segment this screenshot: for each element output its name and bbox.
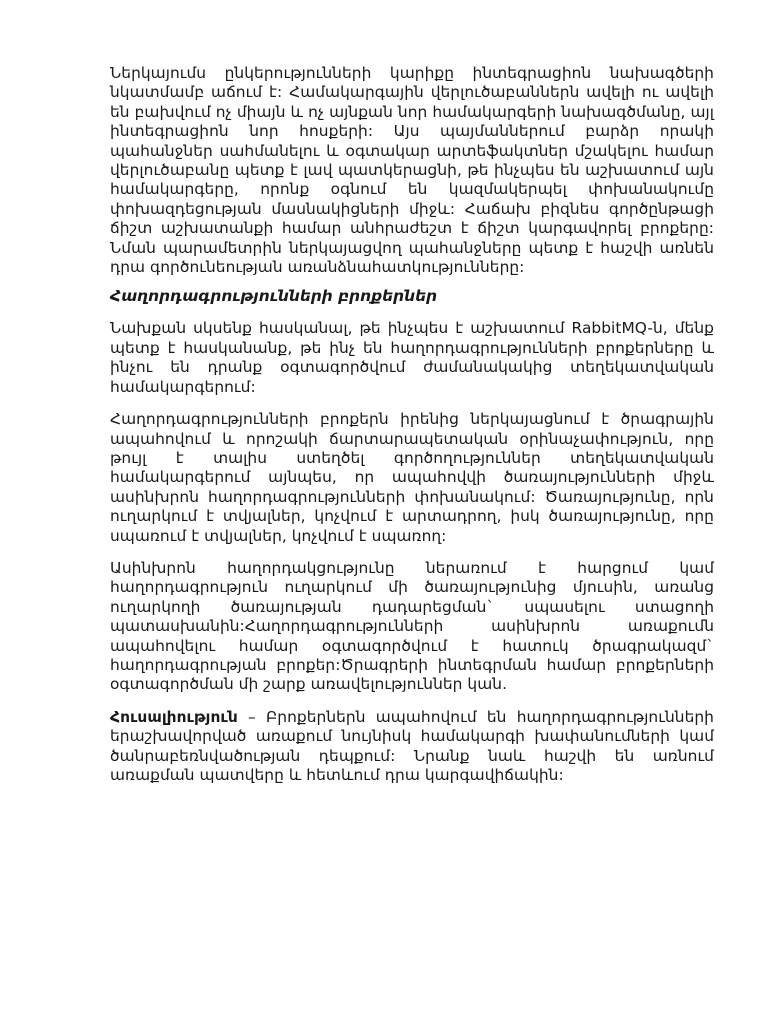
paragraph-reliability-text: – Բրոքերներն ապահովում են հաղորդագրությունների երաշխավորված առաքում նույնիսկ համակարգի խափանումների կամ ծանրաբեռնվածության դեպքում: Նրանք նաև հաշվի են առնում առաքման պատվերը և հետևում դրա կարգավիճակին: — [110, 707, 714, 784]
paragraph-async-communication: Ասինխրոն հաղորդակցությունը ներառում է հարցում կամ հաղորդագրություն ուղարկում մի ծառայությունից մյուսին, առանց ուղարկողի ծառայության դադարեցման` սպասելու ստացողի պատասխանին:Հաղորդագրությունների ասինխրոն առաքումն ապահովելու համար օգտագործվում է հատուկ ծրագրակազմ` հաղորդագրության բրոքեր:Ծրագրերի ինտեգրման համար բրոքերների օգտագործման մի շարք առավելություններ կան. — [110, 558, 714, 694]
paragraph-reliability — [110, 708, 714, 786]
section-heading-message-brokers: Հաղորդագրությունների բրոքերներ — [110, 287, 438, 306]
term-reliability: Հուսալիություն — [110, 707, 238, 726]
document-page — [110, 64, 714, 799]
paragraph-broker-definition: Հաղորդագրությունների բրոքերն իրենից ներկայացնում է ծրագրային ապահովում և որոշակի ճարտարապետական օրինաչափություն, որը թույլ է տալիս ստեղծել գործողություններ տեղեկատվական համակարգերում այնպես, որ ապահովվի ծառայությունների միջև ասինխրոն հաղորդագրությունների փոխանակում: Ծառայությունը, որն ուղարկում է տվյալներ, կոչվում է արտադրող, իսկ ծառայությունը, որը սպառում է տվյալներ, կոչվում է սպառող: — [110, 410, 714, 545]
paragraph-rabbitmq-intro: Նախքան սկսենք հասկանալ, թե ինչպես է աշխատում RabbitMQ-ն, մենք պետք է հասկանանք, թե ինչ են հաղորդագրությունների բրոքերները և ինչու են դրանք օգտագործվում ժամանակակից տեղեկատվական համակարգերում: — [110, 319, 714, 396]
paragraph-intro: Ներկայումս ընկերությունների կարիքը ինտեգրացիոն նախագծերի նկատմամբ աճում է: Համակարգային վերլուծաբաններն ավելի ու ավելի են բախվում ոչ միայն և ոչ այնքան նոր համակարգերի նախագծմանը, այլ ինտեգրացիոն նոր հոսքերի: Այս պայմաններում բարձր որակի պահանջներ սահմանելու և օգտակար արտեֆակտներ մշակելու համար վերլուծաբանը պետք է լավ պատկերացնի, թե ինչպես են աշխատում այն համակարգերը, որոնք օգնում են կազմակերպել փոխանակումը փոխազդեցության մասնակիցների միջև: Հաճախ բիզնես գործընթացի ճիշտ աշխատանքի համար անհրաժեշտ է ճիշտ կարգավորել բրոքերը: Նման պարամետրին ներկայացվող պահանջները պետք է հաշվի առնեն դրա գործունեության առանձնահատկությունները: — [110, 64, 714, 277]
